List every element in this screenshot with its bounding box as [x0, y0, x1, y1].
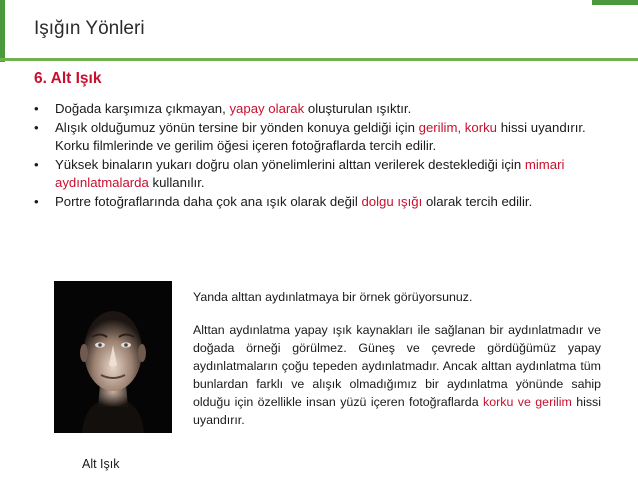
bullet-item	[34, 119, 606, 156]
figure-caption: Alt Işık	[82, 457, 120, 471]
accent-bar	[0, 0, 5, 62]
bullet-item	[34, 100, 606, 119]
bullet-item	[34, 156, 606, 193]
bullet-list	[34, 100, 606, 211]
bullet-highlight: yapay olarak	[229, 101, 305, 116]
description-body	[193, 321, 601, 429]
bullet-text: Portre fotoğraflarında daha çok ana ışık olarak değil	[55, 193, 362, 209]
bullet-highlight: gerilim, korku	[418, 119, 498, 135]
portrait-photo-icon	[54, 281, 172, 433]
bullet-text: hissi uyandırır. Korku filmlerinde ve gerilim öğesi içeren fotoğraflarda tercih edilir.	[55, 119, 586, 153]
section-heading: 6. Alt Işık	[34, 70, 102, 87]
description-text: Alttan aydınlatma yapay ışık kaynakları ile sağlanan bir aydınlatmadır ve doğada örneği görülmez. Güneş ve çevrede gördüğümüz yapay aydınlatmaların çoğu tepeden aydınlatmadır. Ancak alttan aydınlatma tüm bunlardan farklı ve alışık olmadığımız bir aydınlatma yönünde sahip olduğu için özellikle insan yüzü içeren fotoğraflarda	[193, 323, 601, 409]
accent-corner	[592, 0, 638, 5]
description-highlight: korku ve gerilim	[483, 395, 572, 409]
bullet-text: oluşturulan ışıktır.	[304, 101, 412, 116]
description-lead: Yanda alttan aydınlatmaya bir örnek görüyorsunuz.	[193, 290, 473, 304]
bullet-text: olarak tercih edilir.	[422, 193, 533, 209]
title-divider	[0, 58, 638, 61]
bullet-highlight: mimari aydınlatmalarda	[55, 156, 565, 190]
bullet-text: Yüksek binaların yukarı doğru olan yönelimlerini alttan verilerek desteklediği için	[55, 156, 525, 172]
description-block	[193, 288, 601, 429]
description-text: hissi uyandırır.	[193, 395, 602, 427]
bullet-highlight: dolgu ışığı	[361, 193, 423, 209]
bullet-item	[34, 193, 606, 212]
bullet-text: Alışık olduğumuz yönün tersine bir yönden konuya geldiği için	[55, 119, 419, 135]
bullet-text: kullanılır.	[148, 175, 205, 190]
page-title: Işığın Yönleri	[34, 18, 145, 39]
portrait-photo	[54, 281, 172, 433]
bullet-text: Doğada karşımıza çıkmayan,	[55, 101, 230, 116]
